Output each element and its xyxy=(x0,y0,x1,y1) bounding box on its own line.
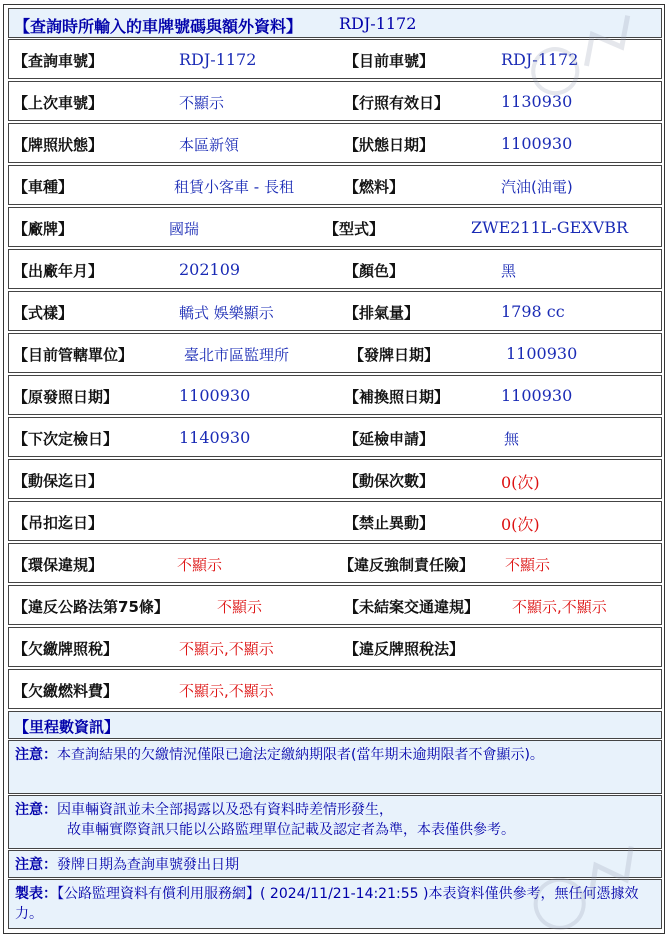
value-body-style: 轎式 娛樂顯示 xyxy=(179,304,274,322)
label-license-expiry: 【行照有效日】 xyxy=(344,94,450,112)
value-open-traffic-violations: 不顯示,不顯示 xyxy=(512,598,607,616)
label-body-style: 【式樣】 xyxy=(13,304,74,322)
label-manufacture-date: 【出廠年月】 xyxy=(13,262,104,280)
note-disclaimer-line1: 因車輛資訊並未全部揭露以及恐有資料時差情形發生， xyxy=(57,802,393,818)
label-brand: 【廠牌】 xyxy=(13,220,74,238)
report-title: 【查詢時所輸入的車牌號碼與額外資料】 xyxy=(14,17,303,36)
value-displacement: 1798 cc xyxy=(501,302,565,321)
label-issue-date: 【發牌日期】 xyxy=(349,346,440,364)
label-unpaid-license-tax: 【欠繳牌照稅】 xyxy=(13,640,119,658)
value-vehicle-type: 租賃小客車 - 長租 xyxy=(174,178,294,196)
value-environmental-violation: 不顯示 xyxy=(177,556,223,574)
queried-plate: RDJ-1172 xyxy=(339,14,417,33)
label-open-traffic-violations: 【未結案交通違規】 xyxy=(344,598,480,616)
value-original-license-date: 1100930 xyxy=(179,386,251,405)
note-arrears-label: 注意： xyxy=(15,747,57,763)
label-insurance-violation: 【違反強制責任險】 xyxy=(339,556,475,574)
label-reissue-date: 【補換照日期】 xyxy=(344,388,450,406)
row-highway-act-violation xyxy=(8,585,662,625)
value-model: ZWE211L-GEXVBR xyxy=(471,218,629,237)
row-fuel-fee xyxy=(8,669,662,709)
row-movable-collateral xyxy=(8,459,662,499)
row-manufacture-date xyxy=(8,249,662,289)
note-arrears xyxy=(8,740,662,794)
footer-text: 本表資料僅供參考，無任何憑據效力。 xyxy=(15,886,639,922)
label-previous-plate: 【上次車號】 xyxy=(13,94,104,112)
value-fuel: 汽油(油電) xyxy=(501,178,573,196)
value-plate-status: 本區新領 xyxy=(179,136,240,154)
value-query-plate: RDJ-1172 xyxy=(179,50,257,69)
note-disclaimer-label: 注意： xyxy=(15,802,57,818)
note-issue-date-text: 發牌日期為查詢車號發出日期 xyxy=(57,857,239,873)
row-suspension xyxy=(8,501,662,541)
label-next-inspection: 【下次定檢日】 xyxy=(13,430,119,448)
mileage-title: 【里程數資訊】 xyxy=(14,718,120,736)
label-displacement: 【排氣量】 xyxy=(344,304,420,322)
row-brand xyxy=(8,207,662,247)
value-license-expiry: 1130930 xyxy=(501,92,573,111)
value-extension-request: 無 xyxy=(504,430,520,448)
footer-service-name: 【公路監理資料有償利用服務網】 xyxy=(57,886,260,902)
value-unpaid-fuel-fee: 不顯示,不顯示 xyxy=(179,682,274,700)
label-status-date: 【狀態日期】 xyxy=(344,136,435,154)
footer-label: 製表： xyxy=(15,886,57,902)
note-disclaimer xyxy=(8,795,662,849)
label-extension-request: 【延檢申請】 xyxy=(344,430,435,448)
label-vehicle-type: 【車種】 xyxy=(13,178,74,196)
label-model: 【型式】 xyxy=(324,220,385,238)
value-brand: 國瑞 xyxy=(169,220,200,238)
row-plate-status xyxy=(8,123,662,163)
value-current-plate: RDJ-1172 xyxy=(501,50,579,69)
value-reissue-date: 1100930 xyxy=(501,386,573,405)
value-collateral-count: 0(次) xyxy=(501,473,540,492)
label-collateral-end-date: 【動保迄日】 xyxy=(13,472,104,490)
row-body-style xyxy=(8,291,662,331)
value-color: 黑 xyxy=(501,262,517,280)
value-transfer-prohibited: 0(次) xyxy=(501,515,540,534)
value-next-inspection: 1140930 xyxy=(179,428,251,447)
value-manufacture-date: 202109 xyxy=(179,260,241,279)
note-issue-date-label: 注意： xyxy=(15,857,57,873)
footer-timestamp: ( 2024/11/21-14:21:55 ) xyxy=(260,886,429,902)
value-status-date: 1100930 xyxy=(501,134,573,153)
label-fuel: 【燃料】 xyxy=(344,178,405,196)
label-unpaid-fuel-fee: 【欠繳燃料費】 xyxy=(13,682,119,700)
label-license-tax-violation: 【違反牌照稅法】 xyxy=(344,640,465,658)
label-highway-act-violation: 【違反公路法第75條】 xyxy=(13,598,169,616)
value-unpaid-license-tax: 不顯示,不顯示 xyxy=(179,640,274,658)
value-jurisdiction: 臺北市區監理所 xyxy=(184,346,290,364)
label-color: 【顏色】 xyxy=(344,262,405,280)
label-suspension-end-date: 【吊扣迄日】 xyxy=(13,514,104,532)
value-insurance-violation: 不顯示 xyxy=(505,556,551,574)
label-collateral-count: 【動保次數】 xyxy=(344,472,435,490)
mileage-section-header xyxy=(8,711,662,739)
label-environmental-violation: 【環保違規】 xyxy=(13,556,104,574)
label-original-license-date: 【原發照日期】 xyxy=(13,388,119,406)
value-highway-act-violation: 不顯示 xyxy=(217,598,263,616)
row-jurisdiction xyxy=(8,333,662,373)
row-environmental-violation xyxy=(8,543,662,583)
label-transfer-prohibited: 【禁止異動】 xyxy=(344,514,435,532)
label-query-plate: 【查詢車號】 xyxy=(13,52,104,70)
row-next-inspection xyxy=(8,417,662,457)
note-arrears-text: 本查詢結果的欠繳情況僅限已逾法定繳納期限者(當年期未逾期限者不會顯示)。 xyxy=(57,747,544,763)
row-vehicle-type xyxy=(8,165,662,205)
label-current-plate: 【目前車號】 xyxy=(344,52,435,70)
value-previous-plate: 不顯示 xyxy=(179,94,225,112)
value-issue-date: 1100930 xyxy=(506,344,578,363)
label-plate-status: 【牌照狀態】 xyxy=(13,136,104,154)
row-license-tax xyxy=(8,627,662,667)
note-disclaimer-line2: 故車輛實際資訊只能以公路監理單位記載及認定者為準，本表僅供參考。 xyxy=(67,822,515,838)
label-jurisdiction: 【目前管轄單位】 xyxy=(13,346,134,364)
row-original-license-date xyxy=(8,375,662,415)
